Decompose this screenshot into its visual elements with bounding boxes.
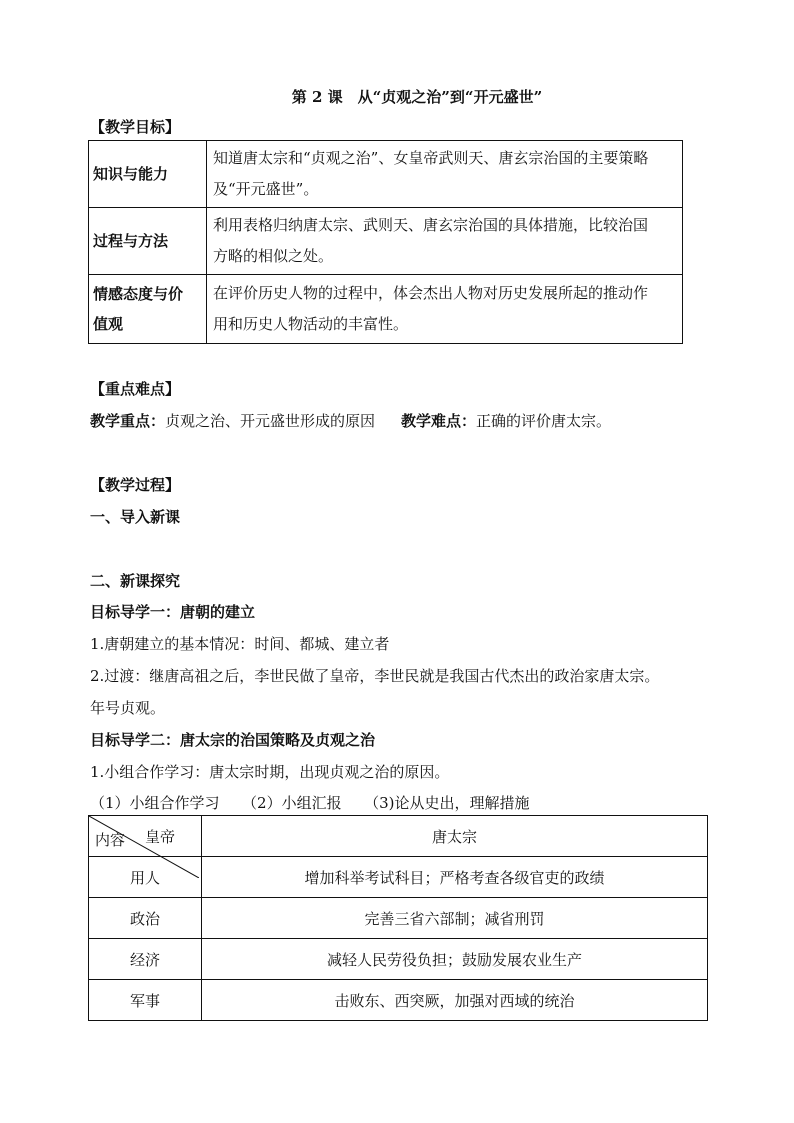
goal-2-item-1: 1.小组合作学习：唐太宗时期，出现贞观之治的原因。 [90,763,450,781]
measure-cell: 击败东、西突厥，加强对西域的统治 [202,980,708,1021]
table-row [89,980,708,1021]
diagonal-header-cell [89,816,202,857]
table-row [89,898,708,939]
objective-key-line: 情感态度与价 [93,285,184,303]
table-header-row [89,816,708,857]
lesson-title: 第 2 课 从“贞观之治”到“开元盛世” [291,88,543,106]
keypoints-heading: 【重点难点】 [90,380,181,398]
table-row [89,275,683,344]
objective-key: 知识与能力 [89,141,207,208]
process-heading: 【教学过程】 [90,476,181,494]
objective-key-line: 值观 [93,315,124,333]
goal-1-heading: 目标导学一：唐朝的建立 [90,603,256,621]
corner-top-label: 皇帝 [144,828,175,846]
category-cell: 用人 [89,857,202,898]
goal-1-item-2: 2.过渡：继唐高祖之后，李世民做了皇帝，李世民就是我国古代杰出的政治家唐太宗。 [90,667,660,685]
objectives-heading: 【教学目标】 [90,118,181,136]
measure-cell: 减轻人民劳役负担；鼓励发展农业生产 [202,939,708,980]
focus-text: 贞观之治、开元盛世形成的原因 [165,412,376,430]
objective-value [207,141,683,208]
measure-cell: 完善三省六部制；减省刑罚 [202,898,708,939]
category-cell: 军事 [89,980,202,1021]
objective-value [207,208,683,275]
focus-label: 教学重点： [90,412,166,430]
keypoints-line [90,410,611,431]
difficulty-text: 正确的评价唐太宗。 [476,412,612,430]
goal-1-item-1: 1.唐朝建立的基本情况：时间、都城、建立者 [90,635,390,653]
objective-key [89,275,207,344]
objectives-table [88,140,683,344]
objective-line: 用和历史人物活动的丰富性。 [213,315,409,333]
category-cell: 经济 [89,939,202,980]
objective-line: 知道唐太宗和“贞观之治”、女皇帝武则天、唐玄宗治国的主要策略 [213,149,649,167]
section-intro: 一、导入新课 [90,508,181,526]
table-row [89,141,683,208]
objective-value [207,275,683,344]
category-cell: 政治 [89,898,202,939]
table-row [89,208,683,275]
objective-line: 及“开元盛世”。 [213,180,319,198]
corner-bottom-label: 内容 [95,831,126,849]
measures-table [88,815,708,1021]
objective-line: 在评价历史人物的过程中，体会杰出人物对历史发展所起的推动作 [213,284,649,302]
objective-line: 利用表格归纳唐太宗、武则天、唐玄宗治国的具体措施，比较治国 [213,216,649,234]
section-explore: 二、新课探究 [90,572,181,590]
difficulty-label: 教学难点： [401,412,477,430]
goal-1-item-2-cont: 年号贞观。 [90,699,166,717]
objective-line: 方略的相似之处。 [213,247,334,265]
goal-2-steps: （1）小组合作学习 （2）小组汇报 （3)论从史出，理解措施 [90,794,530,812]
measure-cell: 增加科举考试科目；严格考查各级官吏的政绩 [202,857,708,898]
table-row [89,939,708,980]
emperor-header: 唐太宗 [202,816,708,857]
goal-2-heading: 目标导学二：唐太宗的治国策略及贞观之治 [90,731,376,749]
objective-key: 过程与方法 [89,208,207,275]
